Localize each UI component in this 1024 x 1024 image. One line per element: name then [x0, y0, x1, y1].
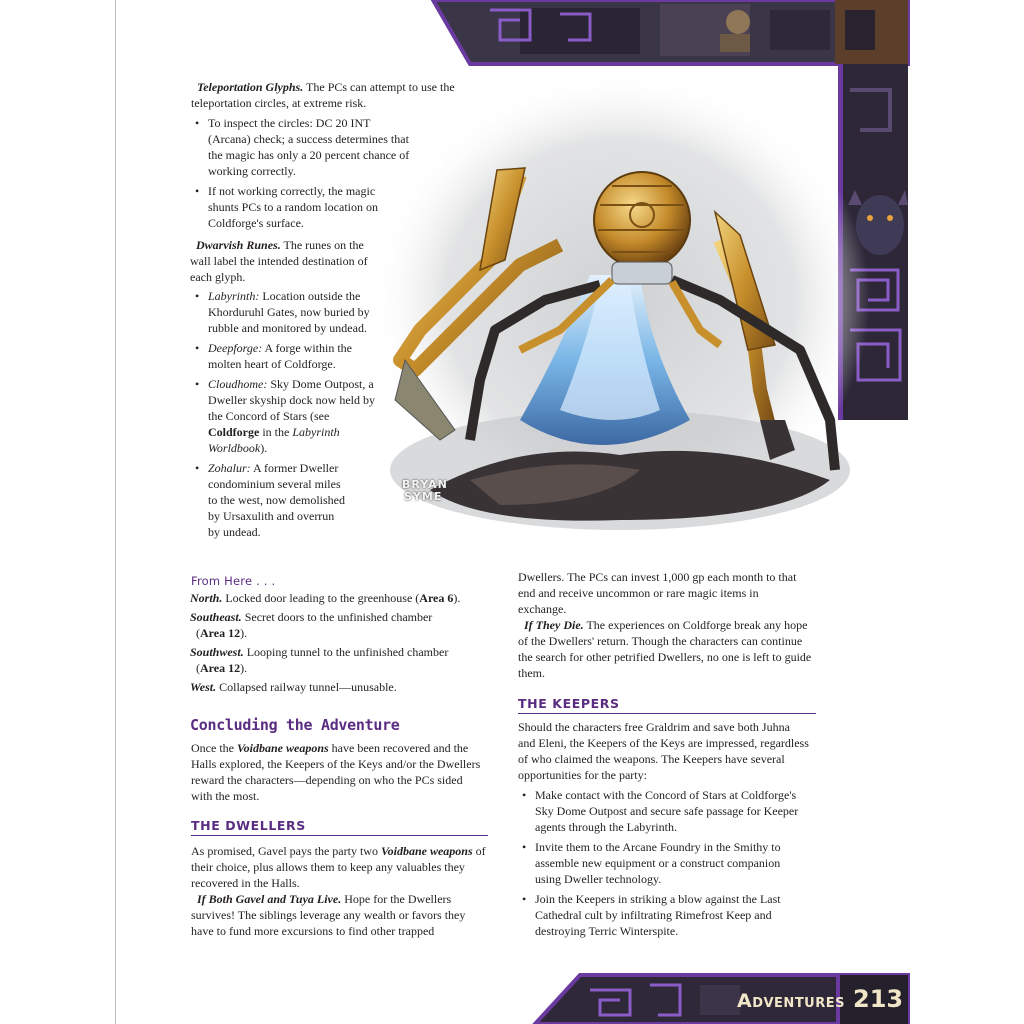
- footer-section-text: Adventures: [737, 990, 845, 1012]
- exit-end: ).: [453, 591, 461, 605]
- dwellers-paragraph-2-continued: Dwellers. The PCs can invest 1,000 gp each month to that end and receive uncommon or rare magic items in exchange.: [518, 570, 797, 616]
- glyphs-paragraph: [191, 79, 471, 111]
- exit-area: Area 6: [419, 591, 454, 605]
- keepers-bullet-list: [518, 787, 814, 943]
- concluding-text-end: have been recovered and the Halls explored, the Keepers of the Keys and/or the Dwellers reward the characters—depending on who the PCs sided with the most.: [191, 741, 481, 803]
- runes-list: [191, 288, 375, 544]
- top-frame-art: [433, 0, 908, 64]
- construct-illustration: [370, 70, 870, 530]
- page-margin-line: [115, 0, 116, 1024]
- dwellers-text-end: of their choice, plus allows them to keep any valuables they recovered in the Halls.: [191, 844, 486, 890]
- rune-name: Labyrinth:: [208, 289, 260, 303]
- dwellers-paragraph-2: [191, 891, 481, 939]
- concluding-paragraph: [191, 740, 481, 804]
- rune-text: Location outside the Khorduruhl Gates, now buried by rubble and monitored by undead.: [208, 289, 370, 335]
- glyphs-intro: The PCs can attempt to use the teleportation circles, at extreme risk.: [191, 80, 455, 110]
- dwellers-paragraph-1: [191, 843, 487, 891]
- dwellers-they-die-text: The experiences on Coldforge break any hope of the Dwellers' return. Though the characters can continue the search for other petrified Dwellers, no one is left to guide them.: [518, 618, 812, 680]
- dwellers-they-die-heading: If They Die.: [524, 618, 584, 632]
- keepers-bullet: • Join the Keepers in striking a blow against the Last Cathedral cult by infiltrating Rimefrost Keep and destroying Terric Winterspite.: [518, 891, 815, 939]
- exits-list: [190, 590, 490, 695]
- page-number: 213: [853, 985, 904, 1013]
- rune-item-cloudhome: [191, 376, 375, 456]
- exit-text: Secret doors to the unfinished chamber (: [196, 610, 433, 640]
- exit-direction: West.: [190, 680, 217, 694]
- rune-item-deepforge: [191, 340, 375, 372]
- exit-west: [190, 679, 490, 695]
- concluding-weapons: Voidbane weapons: [236, 741, 329, 755]
- exit-text: Collapsed railway tunnel—unusable.: [219, 680, 397, 694]
- rune-text: A forge within the molten heart of Coldforge.: [208, 341, 352, 371]
- rune-text-end: ).: [260, 441, 268, 455]
- rune-text: Sky Dome Outpost, a Dweller skyship dock now held by the Concord of Stars (see: [208, 377, 375, 423]
- rune-xref: Coldforge: [208, 425, 260, 439]
- runes-paragraph: [190, 237, 372, 285]
- rune-book: Labyrinth Worldbook: [208, 425, 340, 455]
- exit-southeast: [190, 609, 461, 641]
- dwellers-text: As promised, Gavel pays the party two: [191, 844, 381, 858]
- keepers-heading: THE KEEPERS: [518, 696, 816, 714]
- dwellers-paragraph-3: [518, 617, 814, 681]
- exit-direction: Southwest.: [190, 645, 244, 659]
- glyphs-bullet: • If not working correctly, the magic shunts PCs to a random location on Coldforge's surface.: [191, 183, 388, 231]
- rune-name: Zohalur:: [208, 461, 251, 475]
- exit-end: ).: [240, 626, 248, 640]
- exit-area: Area 12: [200, 661, 241, 675]
- rune-text: A former Dweller condominium several miles to the west, now demolished by Ursaxulith and overrun by undead.: [208, 461, 345, 539]
- exit-end: ).: [240, 661, 248, 675]
- exit-text: Locked door leading to the greenhouse (: [225, 591, 420, 605]
- from-here-heading: From Here . . .: [191, 574, 276, 588]
- signature-line-1: BRYAN: [402, 478, 448, 491]
- signature-line-2: SYME: [404, 490, 443, 503]
- exit-north: [190, 590, 490, 606]
- rune-text-mid: in the: [259, 425, 293, 439]
- keepers-bullet: • Make contact with the Concord of Stars at Coldforge's Sky Dome Outpost and secure safe passage for Keeper agents through the Labyrinth.: [518, 787, 814, 835]
- dwellers-both-live-text: Hope for the Dwellers survives! The siblings leverage any wealth or favors they have to fund more excursions to find other trapped: [191, 892, 466, 938]
- runes-intro: The runes on the wall label the intended destination of each glyph.: [190, 238, 368, 284]
- dwellers-both-live-heading: If Both Gavel and Tuya Live.: [197, 892, 342, 906]
- footer-section-label: [737, 990, 845, 1012]
- dwellers-weapons: Voidbane weapons: [380, 844, 473, 858]
- exit-area: Area 12: [200, 626, 241, 640]
- artist-signature: [402, 479, 448, 503]
- runes-heading: Dwarvish Runes.: [196, 238, 281, 252]
- exit-text: Looping tunnel to the unfinished chamber (: [196, 645, 449, 675]
- keepers-bullet: • Invite them to the Arcane Foundry in the Smithy to assemble new equipment or a construct companion using Dweller technology.: [518, 839, 800, 887]
- rune-name: Cloudhome:: [208, 377, 268, 391]
- exit-direction: Southeast.: [190, 610, 242, 624]
- glyphs-bullet: • To inspect the circles: DC 20 INT (Arcana) check; a success determines that the magic has only a 20 percent chance of working correctly.: [191, 115, 413, 179]
- dwellers-heading: THE DWELLERS: [191, 818, 488, 836]
- concluding-heading: Concluding the Adventure: [190, 716, 400, 734]
- rune-name: Deepforge:: [208, 341, 263, 355]
- exit-southwest: [190, 644, 476, 676]
- glyphs-bullet-list: [191, 115, 413, 235]
- rune-item-zohalur: [191, 460, 348, 540]
- exit-direction: North.: [190, 591, 223, 605]
- glyphs-heading: Teleportation Glyphs.: [197, 80, 304, 94]
- keepers-intro: Should the characters free Graldrim and save both Juhna and Eleni, the Keepers of the Keys are impressed, regardless of who claimed the weapons. The Keepers have several opportunities for the party:: [518, 720, 809, 782]
- rune-item-labyrinth: [191, 288, 375, 336]
- concluding-text: Once the: [191, 741, 237, 755]
